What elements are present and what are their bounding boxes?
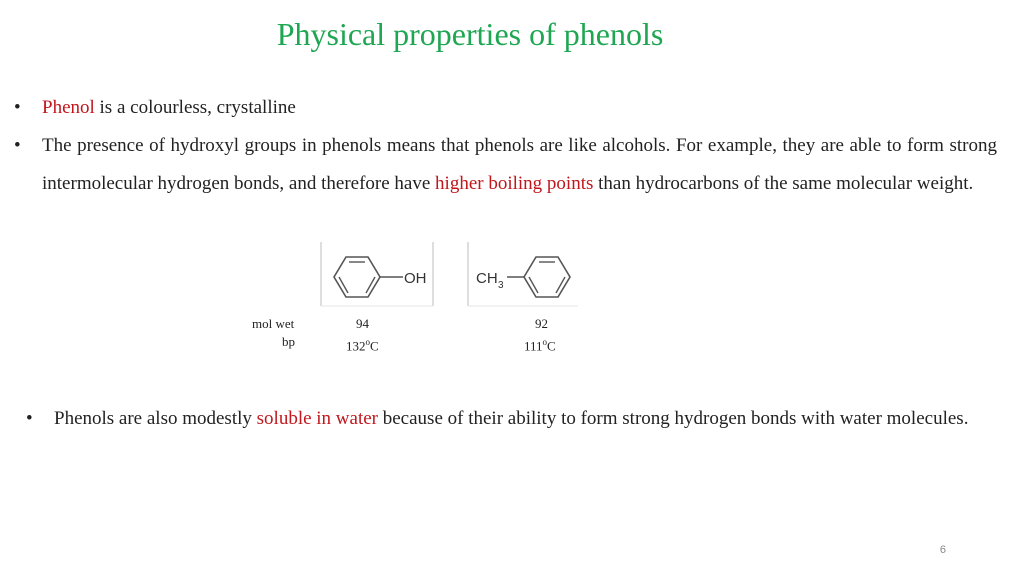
bullet-dot-icon: • [26, 408, 33, 429]
bullet-hydrogen-bonds [14, 127, 1004, 241]
toluene-mol-wt: 92 [535, 316, 548, 331]
boiling-points-highlight: higher boiling points [435, 173, 594, 194]
bullet-water-solubility [26, 400, 1001, 476]
hydrogen-bonds-text-1: The presence of hydroxyl groups in phenols means that phenols are like alcohols. For example, they are able to form strong intermolecular hydrogen bonds, and therefore have [42, 135, 997, 194]
phenol-highlight: Phenol [42, 97, 95, 118]
bullet-dot-icon: • [14, 135, 21, 156]
toluene-structure-drawing [467, 242, 579, 308]
phenol-structure [320, 242, 434, 308]
bullet-phenol-description [14, 89, 1004, 127]
solubility-text-1: Phenols are also modestly [54, 408, 257, 429]
bullet-dot-icon: • [14, 97, 21, 118]
phenol-structure-drawing [320, 242, 434, 308]
page-number: 6 [939, 544, 946, 556]
bp-row-label: bp [282, 334, 295, 349]
solubility-text-2: because of their ability to form strong hydrogen bonds with water molecules. [378, 408, 969, 429]
toluene-structure [467, 242, 579, 308]
hydrogen-bonds-text-2: than hydrocarbons of the same molecular weight. [593, 173, 974, 194]
soluble-in-water-highlight: soluble in water [256, 408, 378, 429]
slide-title: Physical properties of phenols [276, 16, 664, 52]
phenol-mol-wt: 94 [356, 316, 369, 331]
phenol-bp: 132$^o$C [346, 337, 379, 354]
phenol-description-text: is a colourless, crystalline [94, 97, 296, 118]
toluene-ch-label: CH [476, 270, 498, 287]
toluene-bp: 111$^o$C [524, 337, 556, 354]
mol-wt-row-label: mol wet [252, 316, 295, 331]
phenol-oh-label: OH [404, 270, 427, 287]
toluene-subscript: 3 [498, 280, 504, 291]
